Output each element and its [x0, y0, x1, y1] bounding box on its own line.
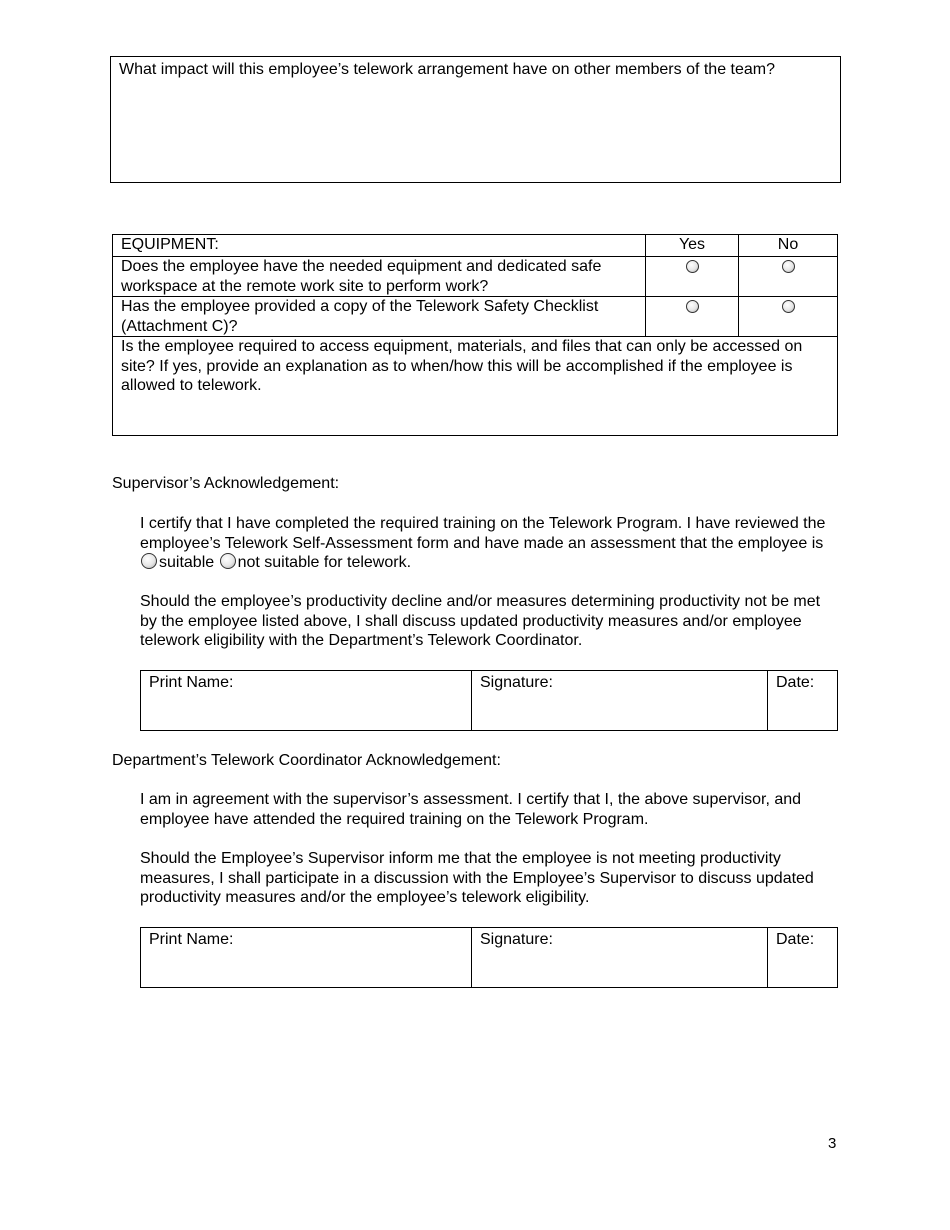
supervisor-signature-field[interactable]	[472, 671, 768, 731]
no-column-header: No	[739, 235, 838, 257]
coordinator-signature-field[interactable]	[472, 928, 768, 988]
onsite-access-question: Is the employee required to access equipment, materials, and files that can only be accessed on site? If yes, provide an explanation as to when/how this will be accomplished if the employee is allowed to telework.	[121, 338, 803, 394]
date-label: Date:	[776, 674, 815, 691]
suitable-radio[interactable]	[141, 553, 157, 569]
coordinator-agreement-paragraph: I am in agreement with the supervisor’s assessment. I certify that I, the above supervisor, and employee have attended the required training on the Telework Program.	[140, 791, 802, 828]
page-number: 3	[828, 1135, 837, 1152]
checklist-yes-radio[interactable]	[686, 300, 699, 313]
coordinator-print-name-field[interactable]	[141, 928, 472, 988]
equipment-header: EQUIPMENT:	[113, 235, 646, 257]
workspace-no-cell	[739, 257, 838, 297]
coordinator-signature-table	[140, 927, 838, 988]
equipment-question-workspace: Does the employee have the needed equipment and dedicated safe workspace at the remote work site to perform work?	[113, 257, 646, 297]
checklist-no-radio[interactable]	[782, 300, 795, 313]
print-name-label: Print Name:	[149, 674, 234, 691]
team-impact-question: What impact will this employee’s telework arrangement have on other members of the team?	[119, 61, 776, 78]
print-name-label: Print Name:	[149, 931, 234, 948]
coordinator-productivity-paragraph: Should the Employee’s Supervisor inform me that the employee is not meeting productivity measures, I shall participate in a discussion with the Employee’s Supervisor to discuss updated productivity measures and/or the employee’s telework eligibility.	[140, 850, 814, 906]
workspace-yes-radio[interactable]	[686, 260, 699, 273]
supervisor-certify-paragraph	[140, 514, 840, 573]
equipment-question-safety-checklist: Has the employee provided a copy of the Telework Safety Checklist (Attachment C)?	[113, 297, 646, 337]
workspace-yes-cell	[646, 257, 739, 297]
not-suitable-radio[interactable]	[220, 553, 236, 569]
supervisor-ack-title: Supervisor’s Acknowledgement:	[112, 475, 340, 492]
supervisor-print-name-field[interactable]	[141, 671, 472, 731]
coordinator-date-field[interactable]	[768, 928, 838, 988]
onsite-access-field[interactable]	[113, 337, 838, 436]
supervisor-date-field[interactable]	[768, 671, 838, 731]
signature-label: Signature:	[480, 674, 553, 691]
coordinator-ack-title: Department’s Telework Coordinator Acknowledgement:	[112, 752, 501, 769]
team-impact-field[interactable]	[110, 56, 841, 183]
yes-column-header: Yes	[646, 235, 739, 257]
suitable-label: suitable	[159, 554, 219, 571]
checklist-no-cell	[739, 297, 838, 337]
workspace-no-radio[interactable]	[782, 260, 795, 273]
supervisor-certify-text: I certify that I have completed the required training on the Telework Program. I have reviewed the employee’s Telework Self-Assessment form and have made an assessment that the employee is	[140, 515, 826, 552]
not-suitable-label: not suitable for telework.	[237, 554, 412, 571]
checklist-yes-cell	[646, 297, 739, 337]
supervisor-productivity-paragraph: Should the employee’s productivity decline and/or measures determining productivity not be met by the employee listed above, I shall discuss updated productivity measures and/or employee telework eligibility with the Department’s Telework Coordinator.	[140, 593, 821, 649]
signature-label: Signature:	[480, 931, 553, 948]
equipment-table	[112, 234, 838, 436]
supervisor-signature-table	[140, 670, 838, 731]
date-label: Date:	[776, 931, 815, 948]
